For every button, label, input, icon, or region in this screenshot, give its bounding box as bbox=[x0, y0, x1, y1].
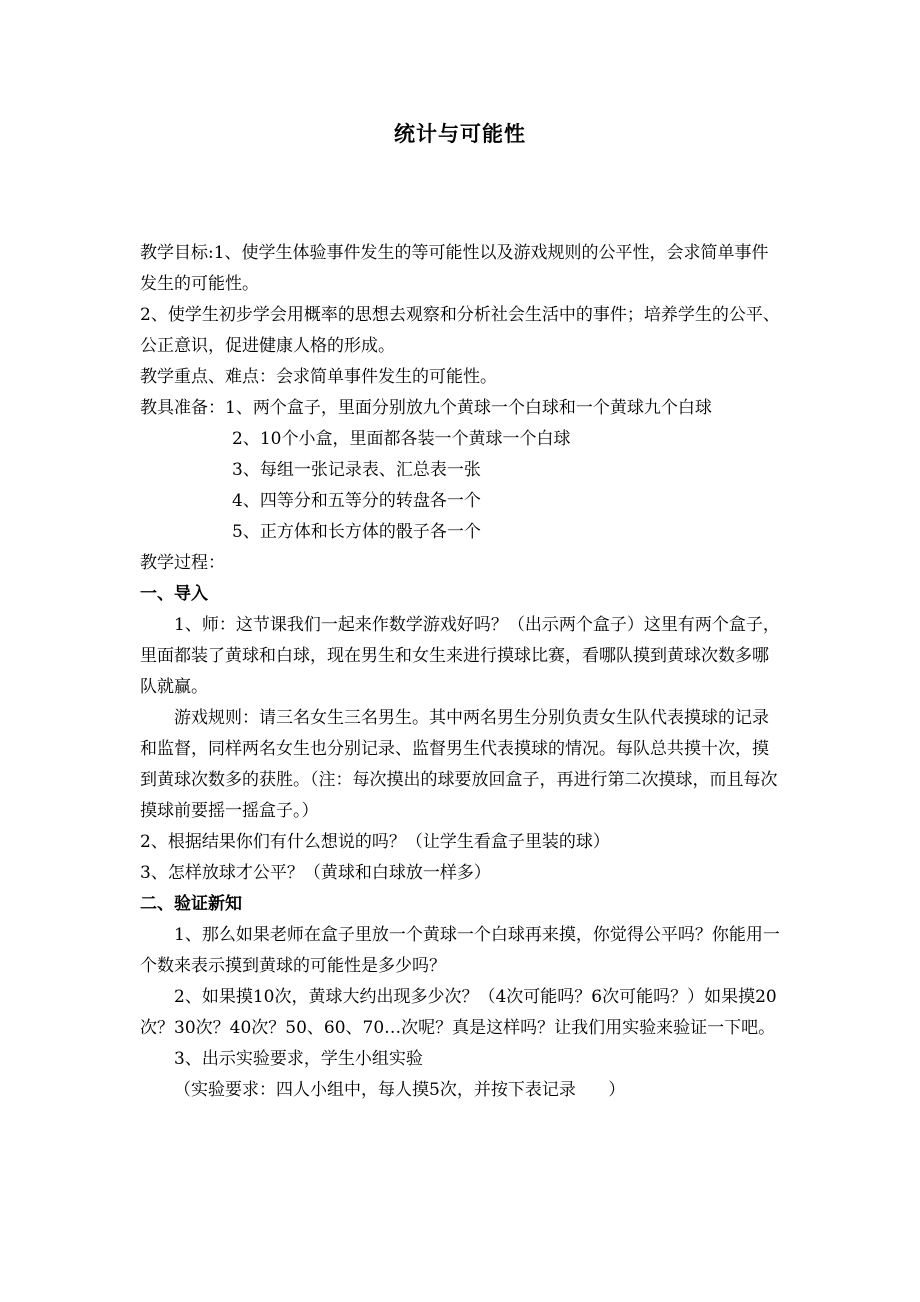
objectives-line1: 教学目标:1、使学生体验事件发生的等可能性以及游戏规则的公平性，会求简单事件发生的可能性。 bbox=[140, 243, 769, 294]
materials-item4: 4、四等分和五等分的转盘各一个 bbox=[232, 491, 481, 511]
process-label: 教学过程： bbox=[140, 553, 225, 573]
section2-paragraph4: （实验要求：四人小组中，每人摸5次，并按下表记录 ） bbox=[174, 1080, 626, 1100]
section1-paragraph1: 1、师：这节课我们一起来作数学游戏好吗？（出示两个盒子）这里有两个盒子，里面都装了黄球和白球，现在男生和女生来进行摸球比赛，看哪队摸到黄球次数多哪队就赢。 bbox=[140, 615, 780, 697]
materials-item3: 3、每组一张记录表、汇总表一张 bbox=[232, 460, 481, 480]
section1-paragraph4: 3、怎样放球才公平？（黄球和白球放一样多） bbox=[140, 863, 491, 883]
section1-heading: 一、导入 bbox=[140, 584, 208, 604]
key-points: 教学重点、难点：会求简单事件发生的可能性。 bbox=[140, 367, 497, 387]
section2-paragraph1: 1、那么如果老师在盒子里放一个黄球一个白球再来摸，你觉得公平吗？你能用一个数来表示摸到黄球的可能性是多少吗？ bbox=[140, 925, 780, 976]
section1-paragraph3: 2、根据结果你们有什么想说的吗？（让学生看盒子里装的球） bbox=[140, 832, 610, 852]
section2-heading: 二、验证新知 bbox=[140, 894, 242, 914]
objectives-line2: 2、使学生初步学会用概率的思想去观察和分析社会生活中的事件；培养学生的公平、公正意识，促进健康人格的形成。 bbox=[140, 305, 780, 356]
section1-paragraph2: 游戏规则：请三名女生三名男生。其中两名男生分别负责女生队代表摸球的记录和监督，同样两名女生也分别记录、监督男生代表摸球的情况。每队总共摸十次，摸到黄球次数多的获胜。（注：每次摸出的球要放回盒子，再进行第二次摸球，而且每次摸球前要摇一摇盒子。） bbox=[140, 708, 778, 821]
materials-item5: 5、正方体和长方体的骰子各一个 bbox=[232, 522, 481, 542]
section2-paragraph2: 2、如果摸10次，黄球大约出现多少次？（4次可能吗？6次可能吗？）如果摸20次？30次？40次？50、60、70…次呢？真是这样吗？让我们用实验来验证一下吧。 bbox=[140, 987, 777, 1038]
document-body bbox=[140, 238, 784, 1106]
page-title: 统计与可能性 bbox=[394, 122, 526, 146]
section2-paragraph3: 3、出示实验要求，学生小组实验 bbox=[174, 1049, 423, 1069]
materials-item2: 2、10个小盒，里面都各装一个黄球一个白球 bbox=[232, 429, 571, 449]
materials-item1: 教具准备：1、两个盒子，里面分别放九个黄球一个白球和一个黄球九个白球 bbox=[140, 398, 712, 418]
